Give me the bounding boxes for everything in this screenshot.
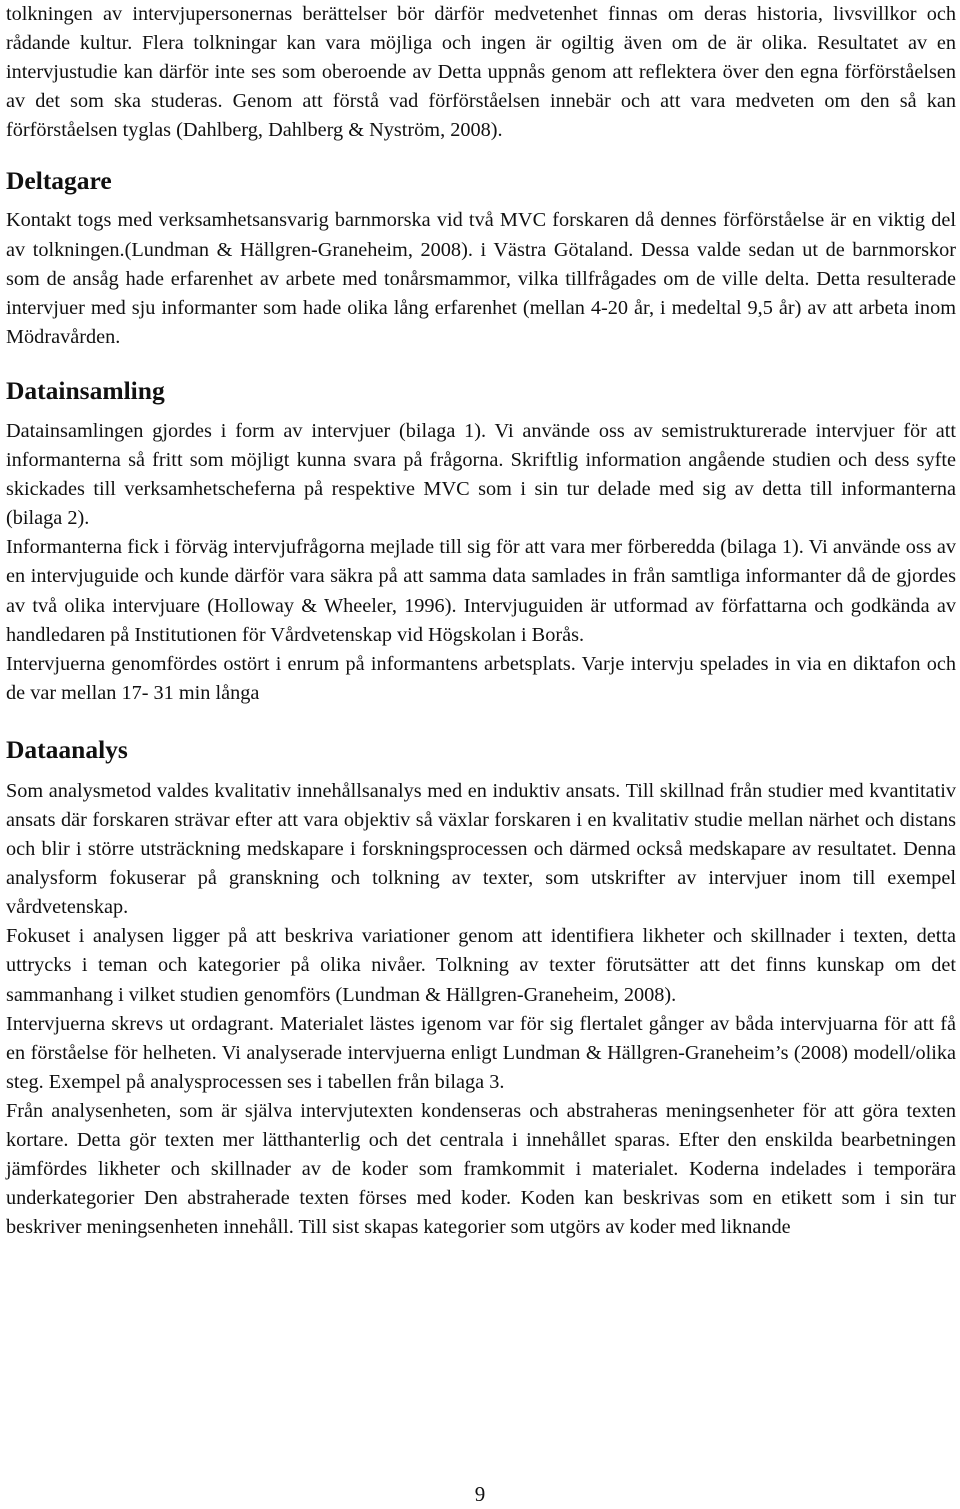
deltagare-paragraph: Kontakt togs med verksamhetsansvarig barnmorska vid två MVC forskaren då dennes förförståelse är en viktig del av tolkningen.(Lundman & Hällgren-Graneheim, 2008). i Västra Götaland. Dessa valde sedan ut de barnmorskor som de ansåg hade erfarenhet av arbete med tonårsmammor, vilka tillfrågades om de ville delta. Detta resulterade intervjuer med sju informanter som hade olika lång erfarenhet (mellan 4-20 år, i medeltal 9,5 år) av att arbeta inom Mödravården. (6, 209, 956, 348)
dataanalys-paragraph-1: Som analysmetod valdes kvalitativ innehållsanalys med en induktiv ansats. Till skillnad från studier med kvantitativ ansats där forskaren strävar efter att vara objektiv så växlar forskaren i en kvalitativ studie mellan närhet och distans och blir i större utsträckning medskapare i forskningsprocessen och därmed också medskapare av resultatet. Denna analysform fokuserar på granskning och tolkning av texter, som utskrifter av intervjuer inom till exempel vårdvetenskap. (6, 779, 956, 919)
datainsamling-paragraph-1: Datainsamlingen gjordes i form av intervjuer (bilaga 1). Vi använde oss av semistrukturerade intervjuer för att informanterna så fritt som möjligt kunna svara på frågorna. Skriftlig information angående studien och dess syfte skickades till verksamhetscheferna på respektive MVC som i sin tur delade med sig av detta till informanterna (bilaga 2). (6, 419, 956, 530)
dataanalys-paragraph-3: Intervjuerna skrevs ut ordagrant. Materialet lästes igenom var för sig flertalet gånger av båda intervjuarna för att få en förståelse för helheten. Vi analyserade intervjuerna enligt Lundman & Hällgren-Graneheim’s (2008) modell/olika steg. Exempel på analysprocessen ses i tabellen från bilaga 3. (6, 1012, 956, 1093)
intro-paragraph: tolkningen av intervjupersonernas berättelser bör därför medvetenhet finnas om deras historia, livsvillkor och rådande kultur. Flera tolkningar kan vara möjliga och ingen är ogiltig även om de är olika. Resultatet av en intervjustudie kan därför inte ses som oberoende av Detta uppnås genom att reflektera över den egna förförståelsen av det som ska studeras. Genom att förstå vad förförståelsen innebär och att vara medveten om den så kan förförståelsen tyglas (Dahlberg, Dahlberg & Nyström, 2008). (6, 3, 956, 142)
datainsamling-paragraph-2: Informanterna fick i förväg intervjufrågorna mejlade till sig för att vara mer förberedda (bilaga 1). Vi använde oss av en intervjuguide och kunde därför vara säkra på att samma data samlades in från samtliga informanter då de gjordes av två olika intervjuare (Holloway & Wheeler, 1996). Intervjuguiden är utformad av författarna och godkända av handledaren på Institutionen för Vårdvetenskap vid Högskolan i Borås. (6, 536, 956, 646)
datainsamling-heading: Datainsamling (6, 375, 165, 405)
deltagare-heading: Deltagare (6, 166, 112, 196)
dataanalys-paragraph-4: Från analysenheten, som är själva intervjutexten kondenseras och abstraheras meningsenheter för att göra texten kortare. Detta gör texten mer lätthanterlig och det centrala i innehållet sparas. Efter den enskilda bearbetningen jämfördes likheter och skillnader av de koder som framkommit i materialet. Koderna indelades i temporära underkategorier Den abstraherade texten förses med koder. Koden kan beskrivas som en etikett som i sin tur beskriver meningsenheten innehåll. Till sist skapas kategorier som utgörs av koder med liknande (6, 1099, 956, 1239)
document-page (6, 0, 956, 1242)
dataanalys-heading: Dataanalys (6, 734, 128, 764)
datainsamling-paragraph-3: Intervjuerna genomfördes ostört i enrum på informantens arbetsplats. Varje intervju spelades in via en diktafon och de var mellan 17- 31 min långa (6, 652, 956, 704)
page-number: 9 (474, 1482, 486, 1506)
dataanalys-paragraph-2: Fokuset i analysen ligger på att beskriva variationer genom att identifiera likheter och skillnader i texten, detta uttrycks i teman och kategorier på olika nivåer. Tolkning av texter förutsätter att det finns kunskap om det sammanhang i vilket studien genomförs (Lundman & Hällgren-Graneheim, 2008). (6, 925, 956, 1006)
